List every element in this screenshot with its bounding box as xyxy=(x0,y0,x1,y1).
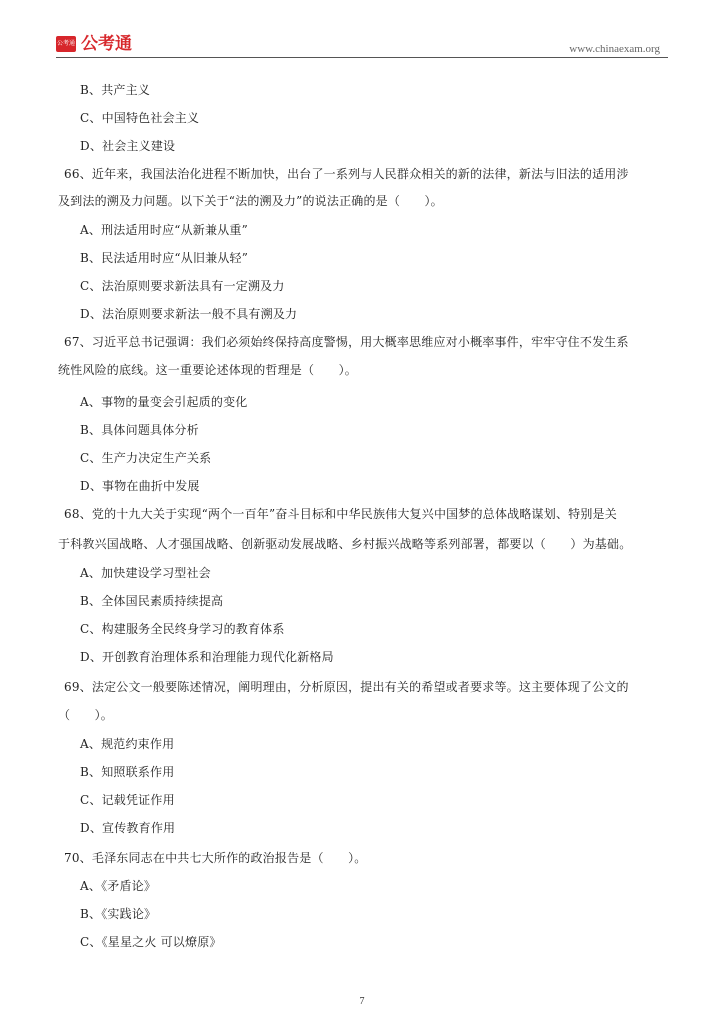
page-header xyxy=(0,0,724,62)
option-line: B、全体国民素质持续提高 xyxy=(80,594,224,608)
option-line: B、知照联系作用 xyxy=(80,765,175,779)
question-69-text: 69、法定公文一般要陈述情况，阐明理由，分析原因，提出有关的希望或者要求等。这主要体现了公文的 xyxy=(64,680,629,694)
option-line: A、《矛盾论》 xyxy=(80,879,157,893)
question-67-text-cont: 统性风险的底线。这一重要论述体现的哲理是（ ）。 xyxy=(58,363,358,377)
logo-text: 公考通 xyxy=(81,34,132,54)
option-line: B、《实践论》 xyxy=(80,907,157,921)
option-line: B、共产主义 xyxy=(80,83,151,97)
brand-logo[interactable] xyxy=(56,34,132,54)
page-number: 7 xyxy=(359,996,365,1007)
option-line: D、社会主义建设 xyxy=(80,139,176,153)
option-line: A、刑法适用时应“从新兼从重” xyxy=(80,223,248,237)
question-69-text-cont: （ ）。 xyxy=(58,708,114,722)
option-line: D、宣传教育作用 xyxy=(80,821,176,835)
option-line: D、法治原则要求新法一般不具有溯及力 xyxy=(80,307,298,321)
option-line: C、法治原则要求新法具有一定溯及力 xyxy=(80,279,285,293)
website-url[interactable]: www.chinaexam.org xyxy=(569,43,660,55)
option-line: A、加快建设学习型社会 xyxy=(80,566,211,580)
option-line: B、民法适用时应“从旧兼从轻” xyxy=(80,251,249,265)
option-line: B、具体问题具体分析 xyxy=(80,423,199,437)
question-68-text: 68、党的十九大关于实现“两个一百年”奋斗目标和中华民族伟大复兴中国梦的总体战略谋划、特别是关 xyxy=(64,507,617,521)
logo-badge-icon: 公考通 xyxy=(56,36,76,52)
question-67-text: 67、习近平总书记强调：我们必须始终保持高度警惕，用大概率思维应对小概率事件，牢牢守住不发生系 xyxy=(64,335,629,349)
question-66-text-cont: 及到法的溯及力问题。以下关于“法的溯及力”的说法正确的是（ ）。 xyxy=(58,194,443,208)
option-line: C、记载凭证作用 xyxy=(80,793,175,807)
option-line: A、事物的量变会引起质的变化 xyxy=(80,395,248,409)
question-66-text: 66、近年来，我国法治化进程不断加快，出台了一系列与人民群众相关的新的法律，新法与旧法的适用涉 xyxy=(64,167,629,181)
header-divider xyxy=(56,57,668,58)
question-68-text-cont: 于科教兴国战略、人才强国战略、创新驱动发展战略、乡村振兴战略等系列部署，都要以（ ）为基础。 xyxy=(58,537,632,551)
option-line: C、中国特色社会主义 xyxy=(80,111,200,125)
option-line: C、生产力决定生产关系 xyxy=(80,451,212,465)
option-line: A、规范约束作用 xyxy=(80,737,175,751)
option-line: D、事物在曲折中发展 xyxy=(80,479,200,493)
option-line: D、开创教育治理体系和治理能力现代化新格局 xyxy=(80,650,334,664)
option-line: C、构建服务全民终身学习的教育体系 xyxy=(80,622,285,636)
option-line: C、《星星之火 可以燎原》 xyxy=(80,935,222,949)
question-70-text: 70、毛泽东同志在中共七大所作的政治报告是（ ）。 xyxy=(64,851,367,865)
